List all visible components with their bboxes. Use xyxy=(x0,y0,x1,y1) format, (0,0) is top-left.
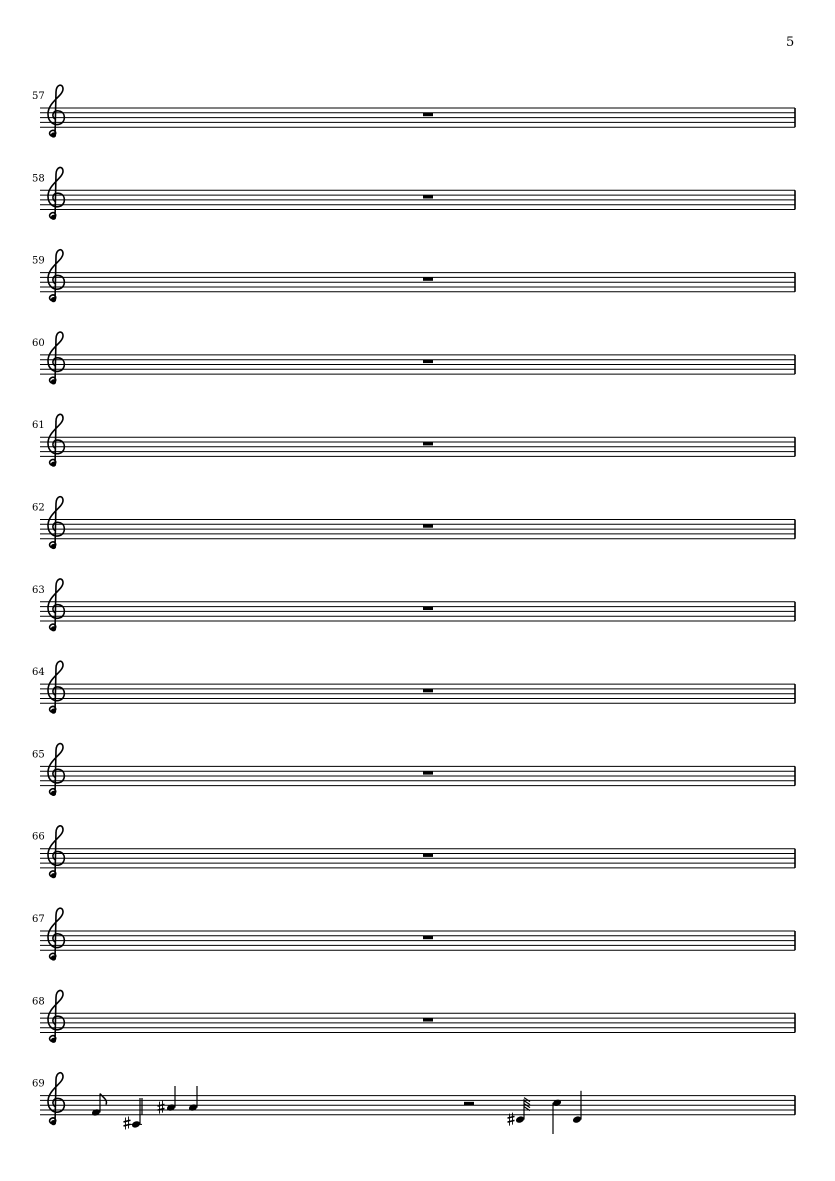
treble-clef-icon xyxy=(48,414,64,466)
clef-dot xyxy=(51,462,56,467)
clef-dot xyxy=(51,955,56,960)
staff-system xyxy=(32,1073,795,1134)
staff-system xyxy=(32,414,795,466)
treble-clef-icon xyxy=(48,85,64,137)
clef-path xyxy=(48,497,64,548)
whole-rest-icon xyxy=(423,771,433,774)
clef-dot xyxy=(51,379,56,384)
measure-number: 65 xyxy=(32,749,45,761)
treble-clef-icon xyxy=(48,744,64,796)
measure-number: 64 xyxy=(32,667,45,679)
sharp-icon xyxy=(158,1101,165,1114)
whole-rest-icon xyxy=(423,195,433,198)
sharp-icon xyxy=(124,1116,131,1129)
measure-number: 59 xyxy=(32,255,45,267)
clef-dot xyxy=(51,873,56,878)
treble-clef-icon xyxy=(48,579,64,631)
whole-rest-icon xyxy=(423,113,433,116)
whole-rest-icon xyxy=(423,689,433,692)
staff-system xyxy=(32,990,795,1042)
whole-rest-icon xyxy=(423,1018,433,1021)
treble-clef-icon xyxy=(48,908,64,960)
whole-rest-icon xyxy=(423,607,433,610)
staff-system xyxy=(32,744,795,796)
staff-system xyxy=(32,579,795,631)
clef-path xyxy=(48,579,64,630)
whole-rest-icon xyxy=(423,936,433,939)
measure-number: 69 xyxy=(32,1078,45,1090)
sharp-stroke xyxy=(508,1120,515,1122)
systems xyxy=(32,85,795,1134)
measure-number: 67 xyxy=(32,914,45,925)
clef-path xyxy=(48,1073,64,1124)
whole-rest-icon xyxy=(423,360,433,363)
measure-number: 63 xyxy=(32,584,45,596)
treble-clef-icon xyxy=(48,826,64,878)
half-rest-icon xyxy=(464,1102,474,1105)
clef-dot xyxy=(51,1038,56,1043)
treble-clef-icon xyxy=(48,990,64,1042)
clef-path xyxy=(48,414,64,465)
clef-dot xyxy=(51,297,56,302)
clef-path xyxy=(48,826,64,877)
staff-system xyxy=(32,826,795,878)
clef-path xyxy=(48,908,64,959)
clef-dot xyxy=(51,215,56,220)
staff-system xyxy=(32,250,795,302)
clef-path xyxy=(48,250,64,301)
sharp-stroke xyxy=(124,1120,131,1122)
sharp-stroke xyxy=(508,1116,515,1118)
measure-number: 68 xyxy=(32,996,45,1008)
staff-system xyxy=(32,661,795,713)
staff-system xyxy=(32,167,795,219)
page-number: 5 xyxy=(786,35,795,50)
clef-dot xyxy=(51,791,56,796)
sharp-stroke xyxy=(158,1104,165,1106)
whole-rest-icon xyxy=(423,854,433,857)
whole-rest-icon xyxy=(423,442,433,445)
clef-dot xyxy=(51,709,56,714)
measure-number: 61 xyxy=(32,420,45,432)
measure-number: 58 xyxy=(32,173,45,185)
clef-path xyxy=(48,85,64,136)
treble-clef-icon xyxy=(48,497,64,549)
treble-clef-icon xyxy=(48,1073,64,1125)
treble-clef-icon xyxy=(48,250,64,302)
measure-number: 66 xyxy=(32,831,45,843)
clef-path xyxy=(48,661,64,712)
staff-system xyxy=(32,332,795,384)
sharp-stroke xyxy=(124,1124,131,1126)
whole-rest-icon xyxy=(423,524,433,527)
clef-dot xyxy=(51,1120,56,1125)
treble-clef-icon xyxy=(48,661,64,713)
clef-path xyxy=(48,990,64,1041)
measure-number: 57 xyxy=(32,91,45,102)
whole-rest-icon xyxy=(423,277,433,280)
clef-dot xyxy=(51,132,56,137)
staff-system xyxy=(32,85,795,137)
treble-clef-icon xyxy=(48,332,64,384)
treble-clef-icon xyxy=(48,167,64,219)
measure-number: 62 xyxy=(32,502,45,514)
measure-number: 60 xyxy=(32,337,45,349)
clef-path xyxy=(48,167,64,218)
clef-dot xyxy=(51,626,56,631)
staff-system xyxy=(32,497,795,549)
clef-path xyxy=(48,744,64,795)
clef-path xyxy=(48,332,64,383)
staff-system xyxy=(32,908,795,960)
clef-dot xyxy=(51,544,56,549)
